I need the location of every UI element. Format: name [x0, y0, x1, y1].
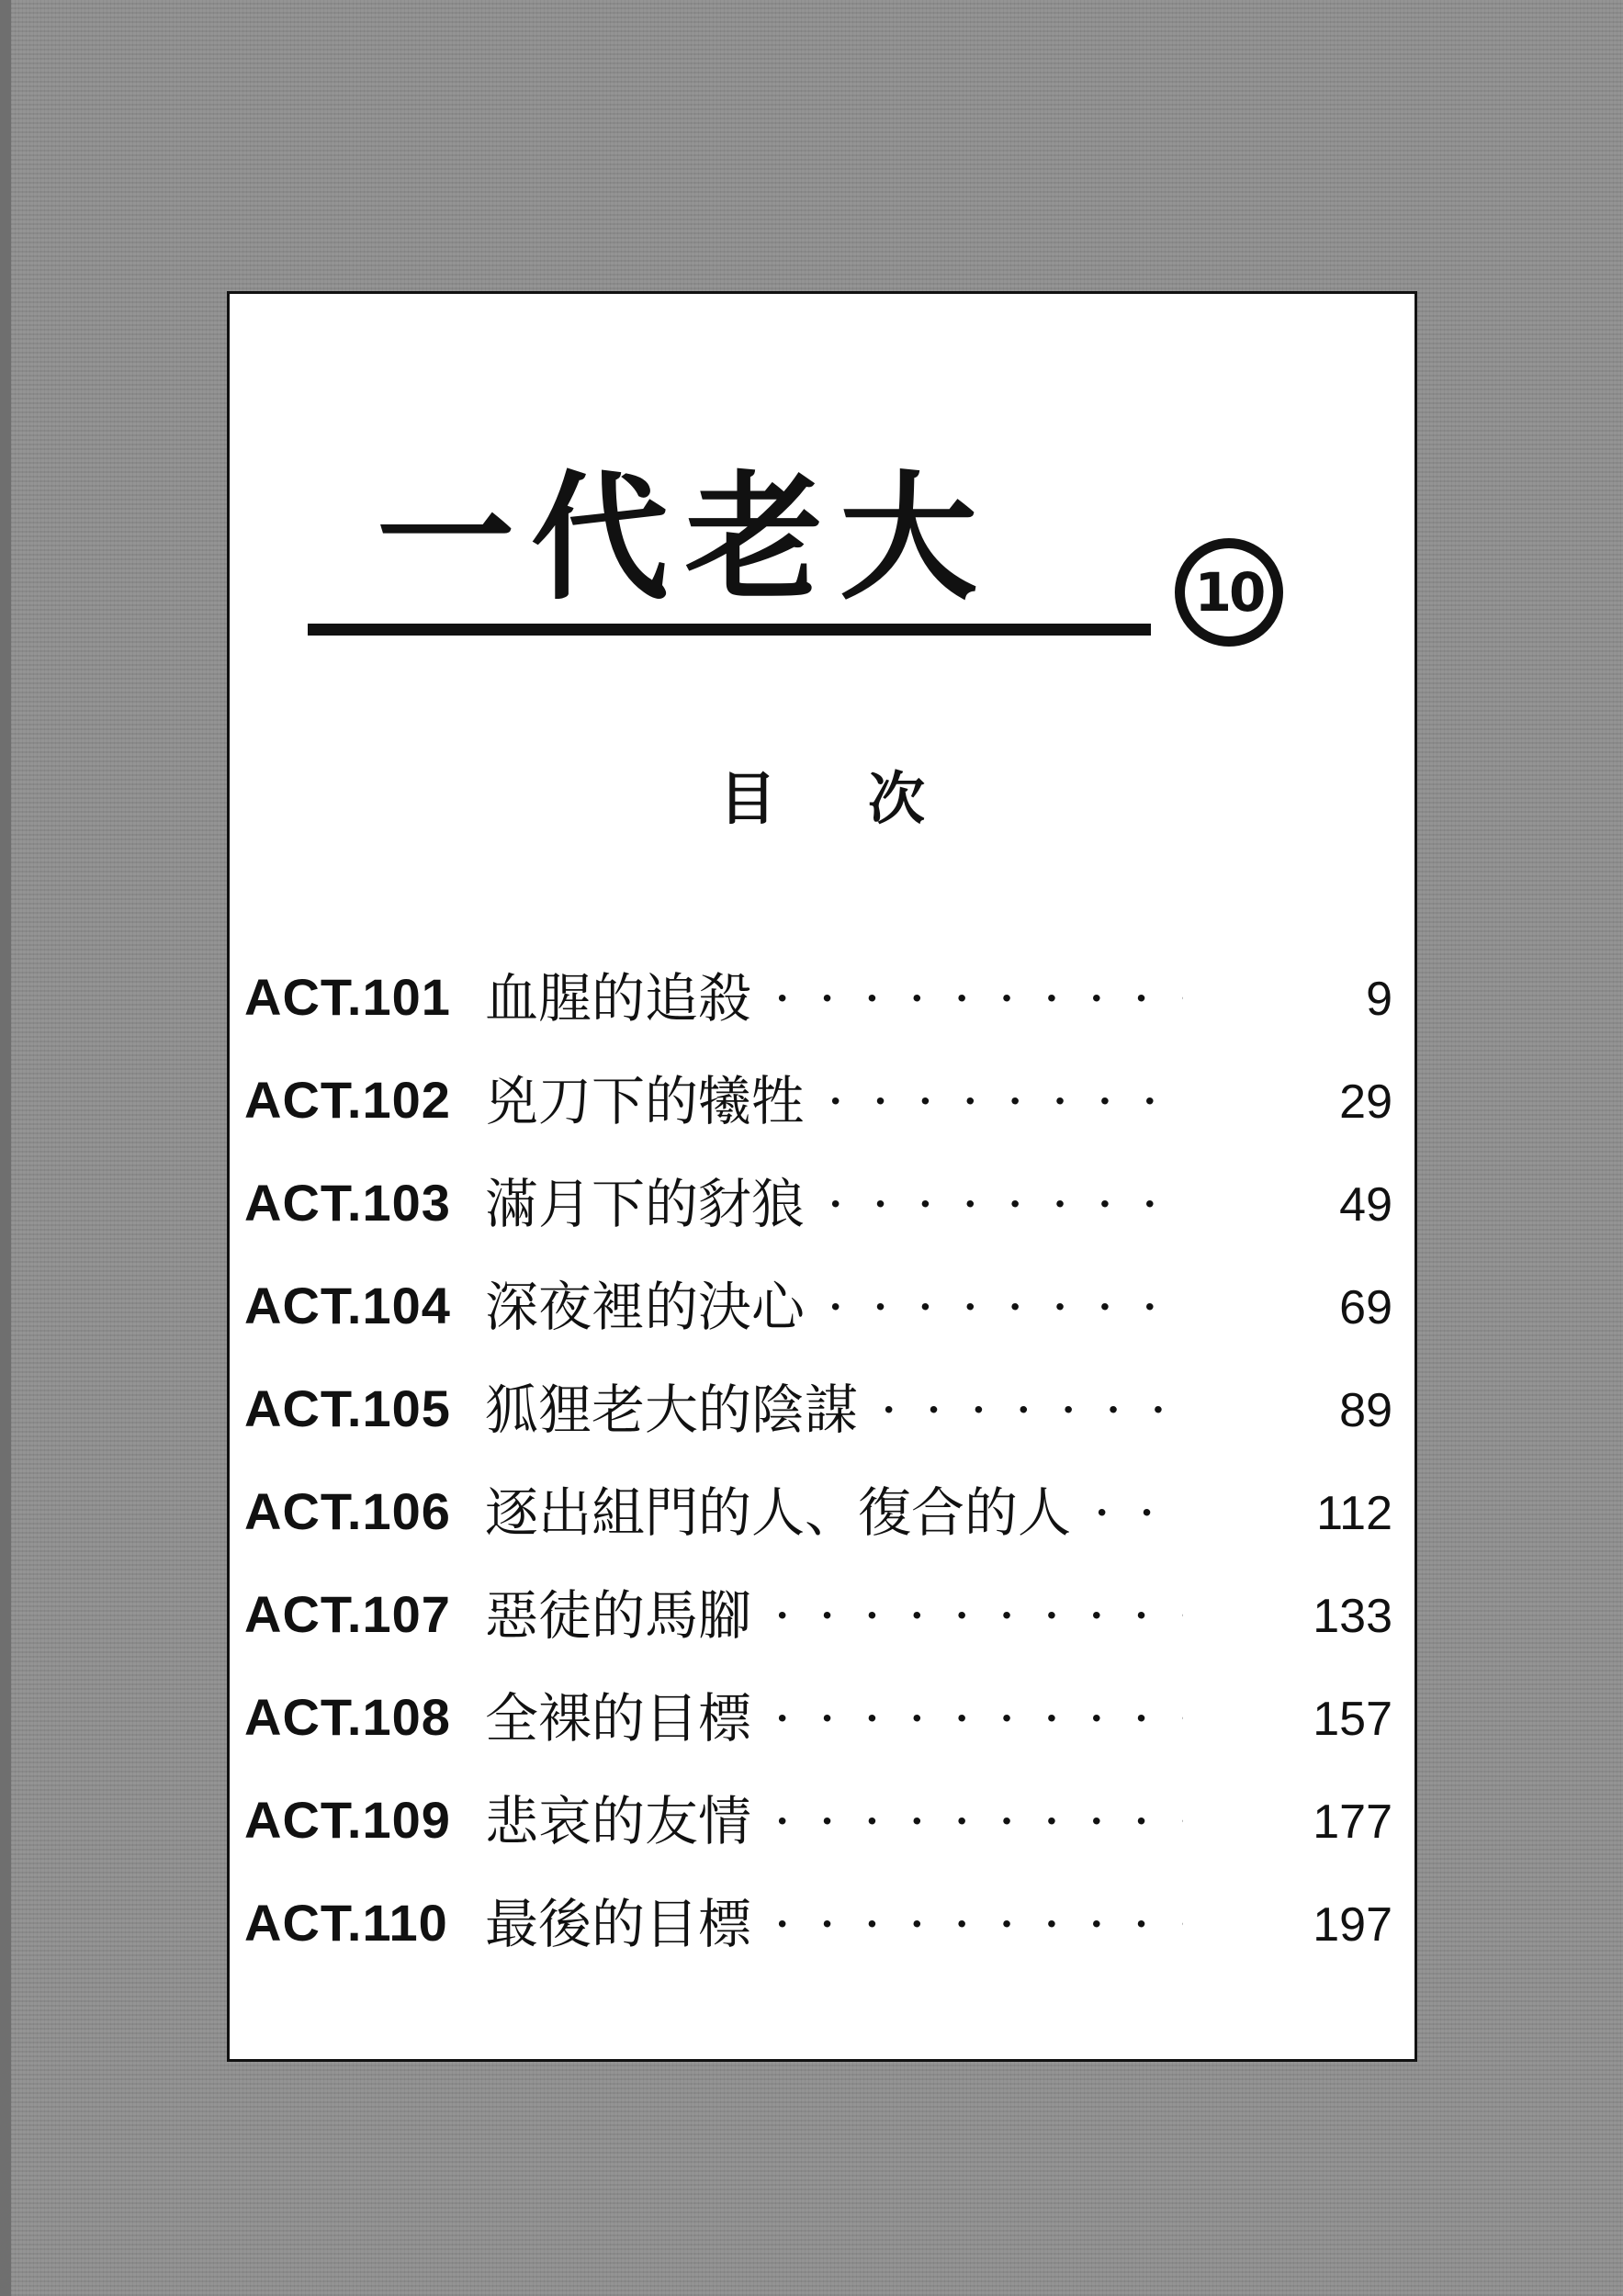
title-underline	[308, 624, 1151, 636]
chapter-title: 惡徒的馬腳 · · ·	[485, 1581, 1183, 1650]
page-edge	[0, 0, 11, 2296]
act-number: ACT.110	[244, 1894, 448, 1952]
chapter-title: 血腥的追殺 · · ·	[485, 963, 1183, 1033]
act-number: ACT.105	[244, 1379, 451, 1437]
act-number: ACT.101	[244, 968, 451, 1026]
chapter-title: 狐狸老大的陰謀 · · ·	[485, 1375, 1183, 1445]
page-number: 9	[1366, 973, 1392, 1026]
act-number: ACT.108	[244, 1688, 451, 1746]
contents-entry[interactable]	[244, 1261, 1407, 1364]
contents-entry[interactable]	[244, 1570, 1407, 1672]
chapter-title: 兇刀下的犧牲 · · ·	[485, 1066, 1183, 1136]
contents-entry[interactable]	[244, 1055, 1407, 1158]
page-number: 49	[1339, 1178, 1392, 1232]
contents-entry[interactable]	[244, 1878, 1407, 1981]
chapter-title: 深夜裡的決心 · · ·	[485, 1272, 1183, 1342]
contents-entry[interactable]	[244, 1672, 1407, 1775]
contents-list	[244, 952, 1407, 1981]
act-number: ACT.109	[244, 1791, 451, 1849]
chapter-title: 悲哀的友情 · · ·	[485, 1786, 1183, 1856]
act-number: ACT.104	[244, 1277, 451, 1334]
act-number: ACT.102	[244, 1071, 451, 1129]
page-number: 197	[1313, 1898, 1392, 1952]
contents-entry[interactable]	[244, 1158, 1407, 1261]
contents-entry[interactable]	[244, 952, 1407, 1055]
page-number: 69	[1339, 1281, 1392, 1334]
page-number: 89	[1339, 1384, 1392, 1437]
contents-entry[interactable]	[244, 1364, 1407, 1467]
contents-entry[interactable]	[244, 1775, 1407, 1878]
page-number: 157	[1313, 1693, 1392, 1746]
chapter-title: 全裸的目標 · · ·	[485, 1683, 1183, 1753]
act-number: ACT.107	[244, 1585, 451, 1643]
chapter-title: 逐出組門的人、復合的人 · · ·	[485, 1478, 1183, 1548]
book-title: 一代老大	[377, 459, 995, 619]
act-number: ACT.106	[244, 1482, 451, 1540]
page-number: 112	[1316, 1487, 1392, 1540]
volume-number-badge: 10	[1175, 538, 1283, 647]
page-number: 177	[1313, 1795, 1392, 1849]
contents-heading: 目次	[718, 765, 1017, 832]
page-number: 29	[1339, 1075, 1392, 1129]
contents-entry[interactable]	[244, 1467, 1407, 1570]
chapter-title: 最後的目標 · · ·	[485, 1889, 1183, 1959]
page-number: 133	[1313, 1590, 1392, 1643]
contents-panel	[227, 291, 1417, 2062]
chapter-title: 滿月下的豺狼 · · ·	[485, 1169, 1183, 1239]
act-number: ACT.103	[244, 1174, 451, 1232]
